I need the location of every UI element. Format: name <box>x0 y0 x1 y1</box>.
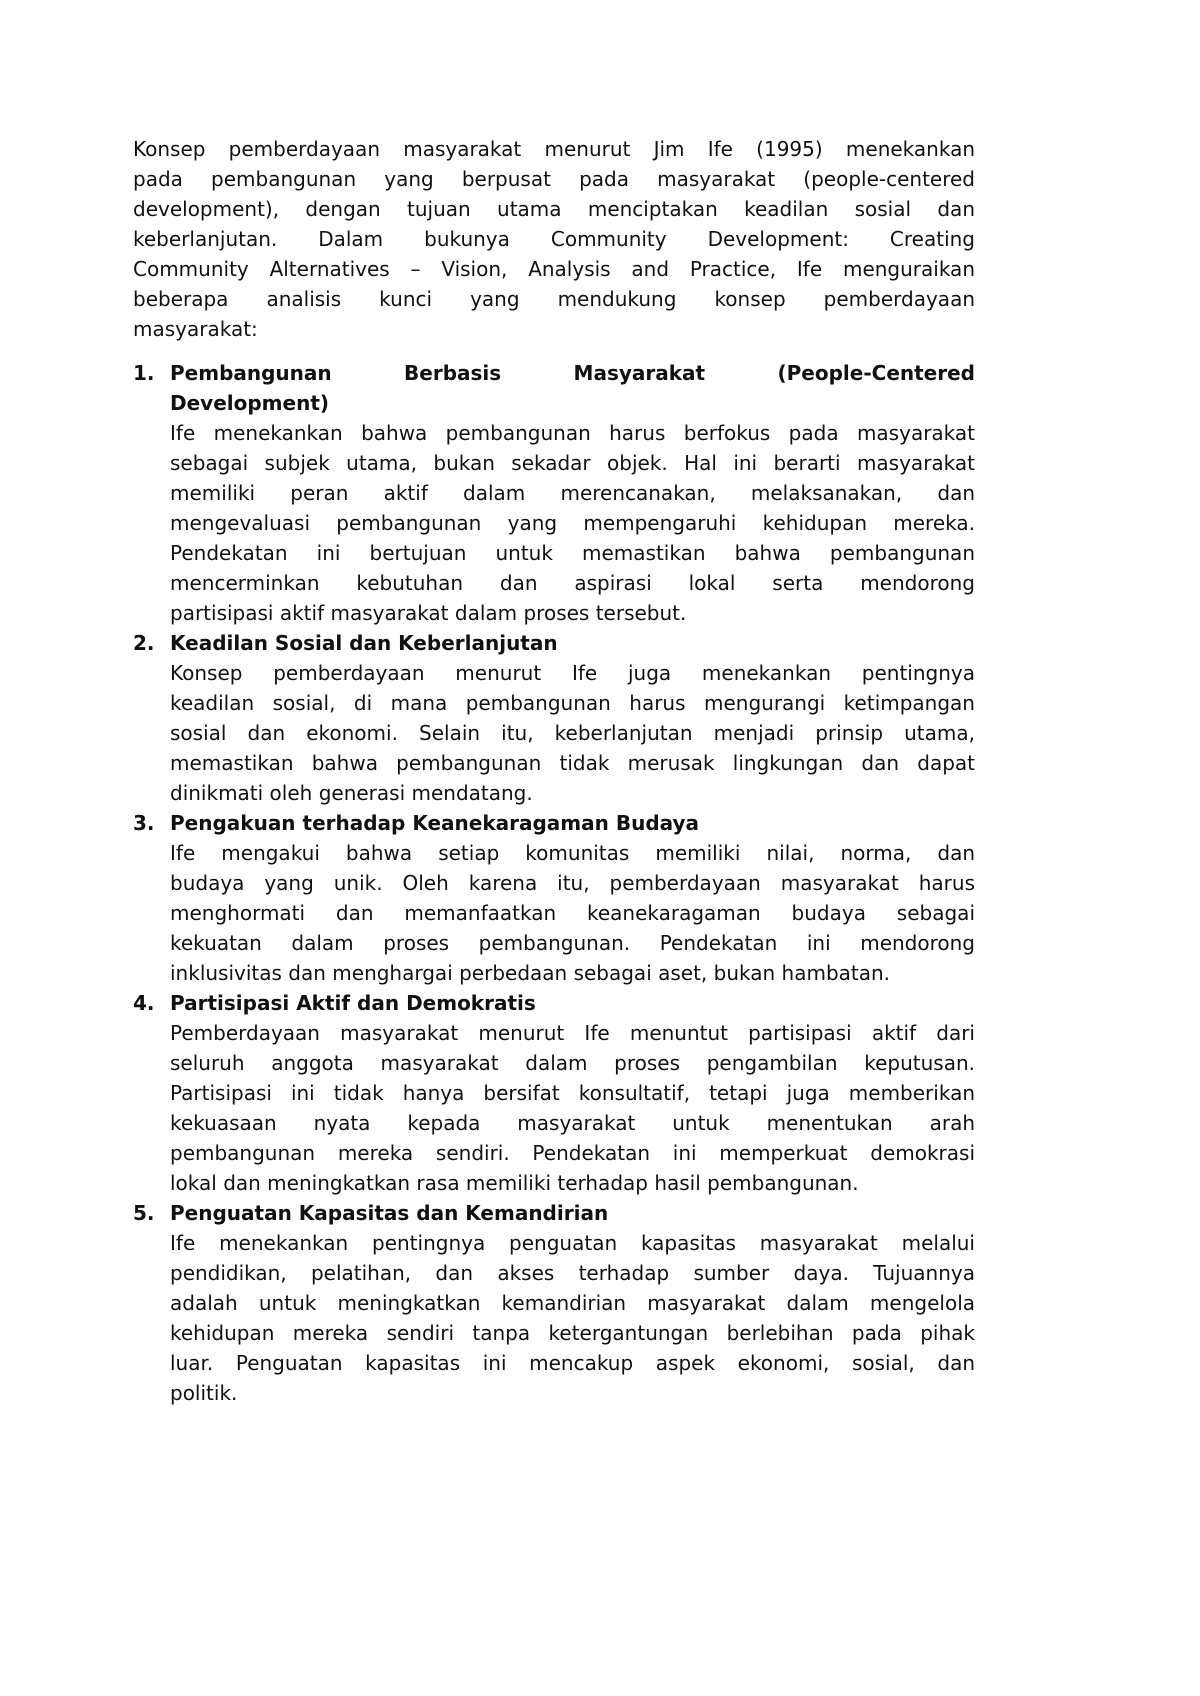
list-number: 3. <box>133 811 155 835</box>
item-body-line: Partisipasi ini tidak hanya bersifat konsultatif, tetapi juga memberikan <box>170 1081 975 1105</box>
document-page <box>133 134 975 1408</box>
item-body-line: budaya yang unik. Oleh karena itu, pemberdayaan masyarakat harus <box>170 871 975 895</box>
item-body-line: keadilan sosial, di mana pembangunan harus mengurangi ketimpangan <box>170 691 975 715</box>
list-item <box>133 628 975 808</box>
list-number: 4. <box>133 991 155 1015</box>
item-heading: Pengakuan terhadap Keanekaragaman Budaya <box>170 811 700 835</box>
item-body-line: luar. Penguatan kapasitas ini mencakup aspek ekonomi, sosial, dan <box>170 1351 975 1375</box>
item-body-line: mengevaluasi pembangunan yang mempengaruhi kehidupan mereka. <box>170 511 975 535</box>
item-body-line: kekuatan dalam proses pembangunan. Pendekatan ini mendorong <box>170 931 975 955</box>
item-body-line: partisipasi aktif masyarakat dalam proses tersebut. <box>170 601 687 625</box>
item-body-line: kehidupan mereka sendiri tanpa ketergantungan berlebihan pada pihak <box>170 1321 975 1345</box>
text-line: pada pembangunan yang berpusat pada masyarakat (people-centered <box>133 167 975 191</box>
item-body-line: adalah untuk meningkatkan kemandirian masyarakat dalam mengelola <box>170 1291 975 1315</box>
text-line: development), dengan tujuan utama menciptakan keadilan sosial dan <box>133 197 975 221</box>
item-heading: Keadilan Sosial dan Keberlanjutan <box>170 631 558 655</box>
item-body-line: menghormati dan memanfaatkan keanekaragaman budaya sebagai <box>170 901 975 925</box>
item-body-line: Konsep pemberdayaan menurut Ife juga menekankan pentingnya <box>170 661 975 685</box>
item-body-line: Ife menekankan pentingnya penguatan kapasitas masyarakat melalui <box>170 1231 975 1255</box>
item-body-line: memastikan bahwa pembangunan tidak merusak lingkungan dan dapat <box>170 751 975 775</box>
item-body-line: Ife mengakui bahwa setiap komunitas memiliki nilai, norma, dan <box>170 841 975 865</box>
list-item <box>133 988 975 1198</box>
list-item <box>133 1198 975 1408</box>
item-body-line: Pendekatan ini bertujuan untuk memastikan bahwa pembangunan <box>170 541 975 565</box>
item-body-line: pembangunan mereka sendiri. Pendekatan ini memperkuat demokrasi <box>170 1141 975 1165</box>
text-line: keberlanjutan. Dalam bukunya Community Development: Creating <box>133 227 975 251</box>
item-body-line: kekuasaan nyata kepada masyarakat untuk menentukan arah <box>170 1111 975 1135</box>
item-body-line: Ife menekankan bahwa pembangunan harus berfokus pada masyarakat <box>170 421 975 445</box>
text-line: Community Alternatives – Vision, Analysis and Practice, Ife menguraikan <box>133 257 975 281</box>
item-heading: Development) <box>170 391 330 415</box>
item-body-line: Pemberdayaan masyarakat menurut Ife menuntut partisipasi aktif dari <box>170 1021 975 1045</box>
item-body-line: inklusivitas dan menghargai perbedaan sebagai aset, bukan hambatan. <box>170 961 891 985</box>
item-heading: Pembangunan Berbasis Masyarakat (People-Centered <box>170 361 975 385</box>
item-body-line: seluruh anggota masyarakat dalam proses pengambilan keputusan. <box>170 1051 975 1075</box>
text-line: beberapa analisis kunci yang mendukung konsep pemberdayaan <box>133 287 975 311</box>
item-body-line: memiliki peran aktif dalam merencanakan, melaksanakan, dan <box>170 481 975 505</box>
item-body-line: pendidikan, pelatihan, dan akses terhadap sumber daya. Tujuannya <box>170 1261 975 1285</box>
numbered-list <box>133 358 975 1408</box>
item-body-line: politik. <box>170 1381 238 1405</box>
list-item <box>133 358 975 628</box>
list-number: 5. <box>133 1201 155 1225</box>
item-body-line: sebagai subjek utama, bukan sekadar objek. Hal ini berarti masyarakat <box>170 451 975 475</box>
item-heading: Penguatan Kapasitas dan Kemandirian <box>170 1201 609 1225</box>
item-body-line: mencerminkan kebutuhan dan aspirasi lokal serta mendorong <box>170 571 975 595</box>
item-body-line: dinikmati oleh generasi mendatang. <box>170 781 533 805</box>
intro-paragraph <box>133 134 975 344</box>
item-body-line: sosial dan ekonomi. Selain itu, keberlanjutan menjadi prinsip utama, <box>170 721 975 745</box>
item-heading: Partisipasi Aktif dan Demokratis <box>170 991 536 1015</box>
list-number: 1. <box>133 361 155 385</box>
list-number: 2. <box>133 631 155 655</box>
text-line: Konsep pemberdayaan masyarakat menurut Jim Ife (1995) menekankan <box>133 137 975 161</box>
list-item <box>133 808 975 988</box>
text-line: masyarakat: <box>133 317 258 341</box>
item-body-line: lokal dan meningkatkan rasa memiliki terhadap hasil pembangunan. <box>170 1171 859 1195</box>
